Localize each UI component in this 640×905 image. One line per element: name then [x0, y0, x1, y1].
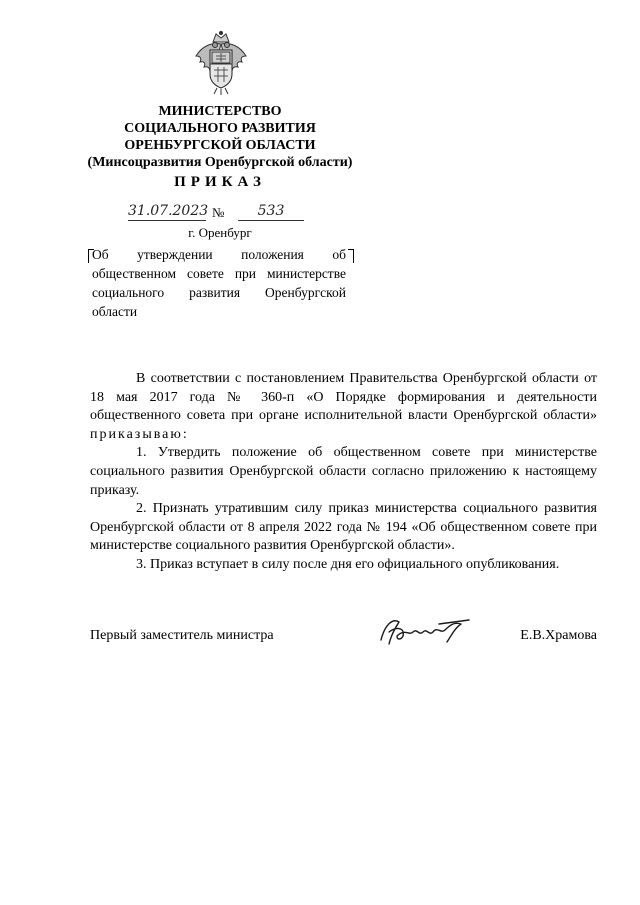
order-city: г. Оренбург — [188, 225, 252, 240]
subject-bracket-right — [348, 249, 354, 263]
order-date-number-line — [128, 202, 318, 224]
handwritten-signature — [375, 610, 475, 650]
order-item-2: 2. Признать утратившим силу приказ министерства социального развития Оренбургской области от 8 апреля 2022 года № 194 «Об общественном совете при министерстве социального развития Оренбургской области». — [90, 501, 597, 554]
ministry-name-line3: ОРЕНБУРГСКОЙ ОБЛАСТИ — [124, 138, 316, 153]
ministry-name-line2: СОЦИАЛЬНОГО РАЗВИТИЯ — [124, 121, 316, 136]
order-number: 533 — [238, 202, 304, 221]
order-body — [90, 370, 597, 575]
preamble-text: В соответствии с постановлением Правительства Оренбургской области от 18 мая 2017 года № 360-п «О Порядке формирования и деятельности общественного совета при органе исполнительной власти Оренбургской области» — [90, 371, 597, 424]
signature-block — [90, 610, 597, 650]
signer-name: Е.В.Храмова — [520, 628, 597, 643]
ministry-short-name: (Минсоцразвития Оренбургской области) — [87, 155, 353, 170]
order-title: ПРИКАЗ — [174, 174, 266, 190]
preamble-paragraph — [90, 370, 597, 444]
number-sign: № — [212, 205, 225, 220]
order-subject: Об утверждении положения об общественном совете при министерстве социального развития Оренбургской области — [92, 247, 346, 319]
ministry-name-line1: МИНИСТЕРСТВО — [158, 104, 282, 119]
directive-word: приказываю: — [90, 426, 189, 442]
signer-position: Первый заместитель министра — [90, 628, 274, 643]
order-date: 31.07.2023 — [128, 203, 209, 219]
order-item-1: 1. Утвердить положение об общественном совете при министерстве социального развития Оренбургской области согласно приложению к настоящему приказу. — [90, 445, 597, 498]
coat-of-arms-icon — [192, 30, 250, 96]
ministry-header — [60, 103, 380, 171]
order-item-3: 3. Приказ вступает в силу после дня его официального опубликования. — [136, 556, 560, 572]
